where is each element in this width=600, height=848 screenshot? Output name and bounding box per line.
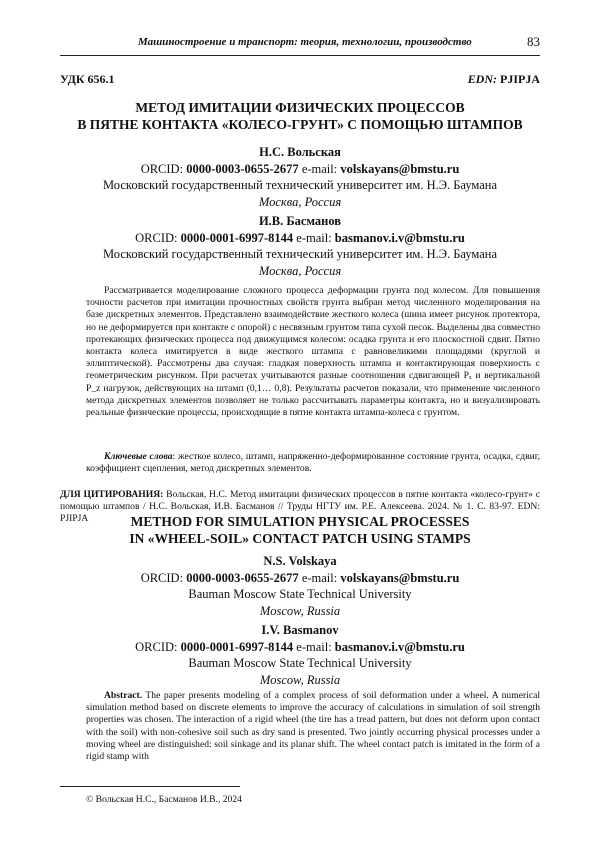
email-address: volskayans@bmstu.ru (340, 161, 460, 176)
orcid-label: ORCID: (135, 230, 181, 245)
author-city: Moscow, Russia (259, 672, 341, 687)
edn-label: EDN: (467, 72, 500, 86)
ru-title-line-2: В ПЯТНЕ КОНТАКТА «КОЛЕСО-ГРУНТ» С ПОМОЩЬЮ ШТАМПОВ (77, 117, 523, 132)
ru-title-line-1: МЕТОД ИМИТАЦИИ ФИЗИЧЕСКИХ ПРОЦЕССОВ (135, 100, 465, 115)
orcid-label: ORCID: (140, 570, 187, 585)
author-name: Н.С. Вольская (259, 145, 341, 159)
en-title (60, 513, 540, 547)
en-abstract (86, 690, 540, 763)
orcid-label: ORCID: (135, 639, 181, 654)
ru-author-2 (60, 213, 540, 279)
ru-keywords (86, 451, 540, 475)
edn-code (468, 72, 540, 87)
page-number: 83 (527, 34, 540, 49)
author-contacts (60, 161, 540, 178)
keywords-text: : жесткое колесо, штамп, напряженно-деформированное состояние грунта, осадка, сдвиг, коэффициент сцепления, метод дискретных элементов. (86, 451, 540, 475)
edn-value: PJIPJA (500, 72, 540, 86)
abstract-label: Abstract. (104, 690, 143, 701)
abstract-text: The paper presents modeling of a complex process of soil deformation under a wheel. A numerical simulation method based on discrete elements to improve the accuracy of calculations in simulation of soil strength properties was chosen. The interaction of a rigid wheel (the tire has a tread pattern, but does not deform upon contact with the soil) with non-cohesive soil such as dry sand is presented. Two jointly occurring physical processes under a moving wheel are distinguished: soil sinkage and its planar shift. The wheel contact patch is imitated in the form of a rigid stamp with (86, 690, 540, 763)
copyright-note: © Вольская Н.С., Басманов И.В., 2024 (86, 794, 242, 805)
author-city: Moscow, Russia (259, 603, 341, 618)
author-affiliation: Bauman Moscow State Technical University (188, 587, 412, 601)
running-header (60, 36, 540, 56)
citation-text: Вольская, Н.С. Метод имитации физических процессов в пятне контакта «колесо-грунт» с помощью штампов / Н.С. Вольская, И.В. Басманов // Труды НГТУ им. Р.Е. Алексеева. 2024. № 1. С. 83-97. EDN: PJIPJA (60, 489, 540, 525)
email-label: e-mail: (298, 570, 341, 585)
ru-title (60, 99, 540, 133)
header-divider (60, 55, 540, 56)
email-label: e-mail: (293, 639, 335, 654)
journal-running-title: Машиностроение и транспорт: теория, технологии, производство (138, 36, 472, 48)
author-affiliation: Московский государственный технический университет им. Н.Э. Баумана (102, 247, 498, 261)
keywords-label: Ключевые слова (104, 451, 173, 462)
email-address: basmanov.i.v@bmstu.ru (334, 230, 465, 245)
udk-code: УДК 656.1 (60, 72, 115, 86)
orcid-label: ORCID: (140, 161, 187, 176)
citation-label: ДЛЯ ЦИТИРОВАНИЯ: (60, 489, 164, 500)
ru-abstract: Рассматривается моделирование сложного процесса деформации грунта под колесом. Для повышения точности расчетов при имитации прочностных свойств грунта выбран метод численного моделирования на базе дискретных элементов. Представлено взаимодействие жесткого колеса (шина имеет рисунок протектора, но не деформируется при контакте с опорой) с несвязным грунтом типа сухой песок. Выделены два совместно протекающих физических процесса под движущимся колесом: осадка грунта и его плоскостной сдвиг. Пятно контакта колеса имитируется в виде жесткого штампа с равновеликими площадями (круглой и эллиптической). Рассмотрены два случая: гладкая поверхность штампа и контактирующая поверхность с геометрическим рисунком. При расчетах учитываются разные соотношения сдвигающей Pₓ и вертикальной P_z нагрузок, действующих на штамп (0,1… 0,8). Результаты расчетов показали, что применение численного метода дискретных элементов позволяет не только рассчитывать параметры контакта, но и визуализировать реальные физические процессы, происходящие в пятне контакта штампа-колеса с грунтом. (86, 285, 540, 419)
en-title-line-2: IN «WHEEL-SOIL» CONTACT PATCH USING STAMPS (129, 531, 471, 546)
orcid-id: 0000-0003-0655-2677 (186, 161, 299, 176)
footnote-divider (60, 786, 240, 787)
email-address: basmanov.i.v@bmstu.ru (334, 639, 465, 654)
author-contacts (60, 230, 540, 247)
email-label: e-mail: (298, 161, 341, 176)
author-name: И.В. Басманов (258, 214, 342, 228)
author-affiliation: Bauman Moscow State Technical University (188, 656, 412, 670)
ru-author-1 (60, 144, 540, 210)
orcid-id: 0000-0001-6997-8144 (180, 639, 294, 654)
author-city: Москва, Россия (258, 263, 342, 278)
author-contacts (60, 639, 540, 656)
author-contacts (60, 570, 540, 587)
orcid-id: 0000-0001-6997-8144 (180, 230, 294, 245)
email-label: e-mail: (293, 230, 335, 245)
en-title-line-1: METHOD FOR SIMULATION PHYSICAL PROCESSES (130, 514, 470, 529)
author-name: N.S. Volskaya (263, 554, 337, 568)
author-city: Москва, Россия (258, 194, 342, 209)
email-address: volskayans@bmstu.ru (340, 570, 460, 585)
en-author-2 (60, 622, 540, 688)
en-author-1 (60, 553, 540, 619)
orcid-id: 0000-0003-0655-2677 (186, 570, 299, 585)
author-name: I.V. Basmanov (261, 623, 339, 637)
author-affiliation: Московский государственный технический университет им. Н.Э. Баумана (102, 178, 498, 192)
